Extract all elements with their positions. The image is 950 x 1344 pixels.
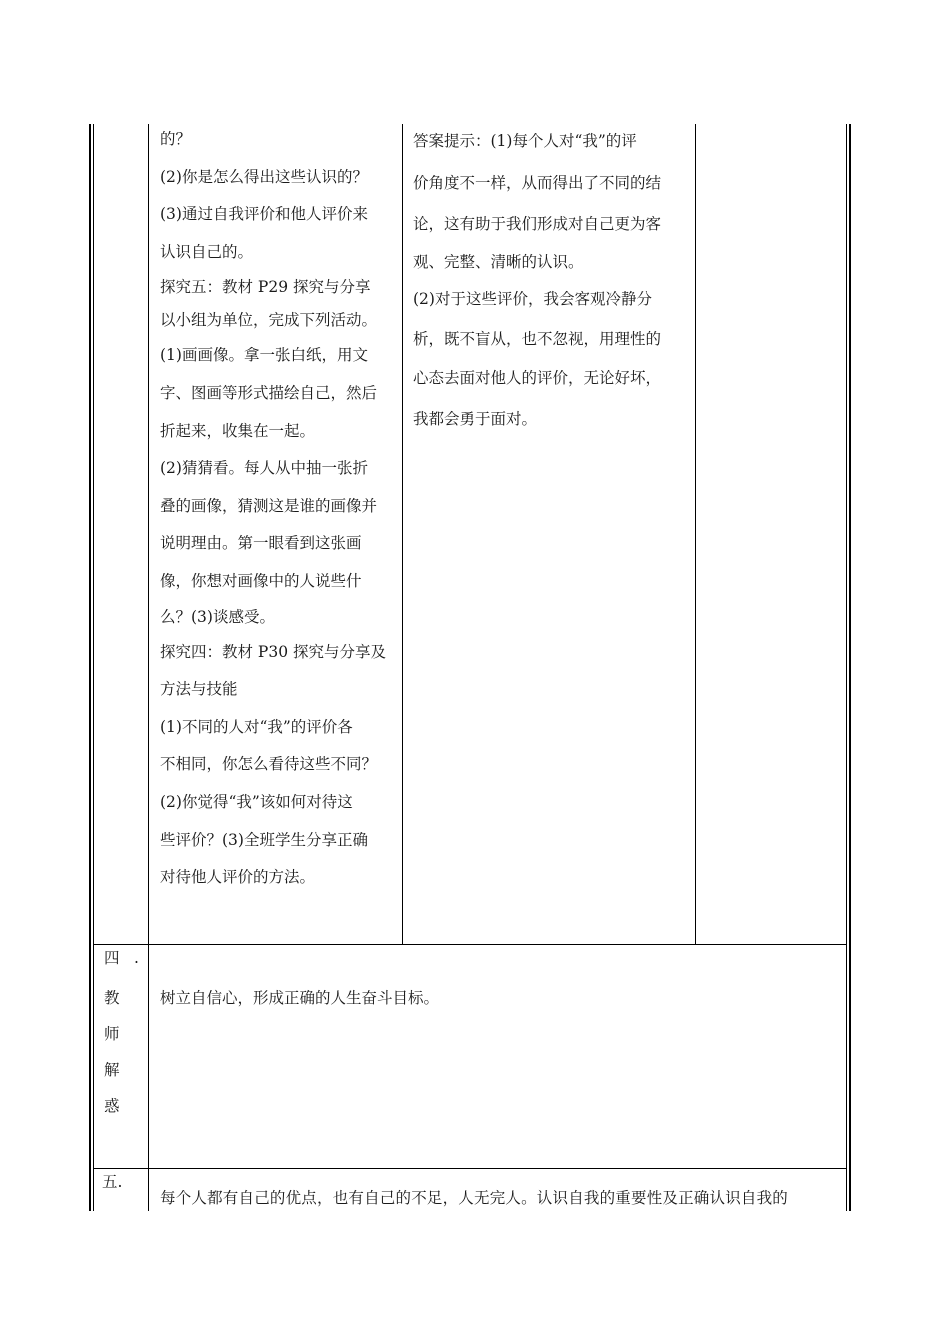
section4-content: 树立自信心，形成正确的人生奋斗目标。 [160,989,440,1007]
answer-line: 价角度不一样，从而得出了不同的结 [413,173,662,192]
section4-label-char: 惑 [104,1097,120,1115]
answer-line: (2)对于这些评价，我会客观冷静分 [413,289,652,308]
section4-label-char: 四 [104,949,120,967]
answer-line: 我都会勇于面对。 [413,409,538,428]
section4-label-char: 教 [104,989,120,1007]
answer-line: 心态去面对他人的评价，无论好坏， [413,369,662,387]
answer-line: 观、完整、清晰的认识。 [413,252,584,271]
row-divider-section4-top [93,944,847,945]
table-right-border-outer [849,124,851,1211]
column-divider-1 [148,124,149,1211]
activity-line: 探究五：教材 P29 探究与分享 [160,278,371,297]
activity-line: (2)猜猜看。每人从中抽一张折 [160,459,368,478]
row-divider-section5-top [93,1168,847,1169]
table-left-border-outer [89,124,91,1211]
section4-label-char: 师 [104,1025,120,1043]
answer-column [413,121,661,438]
activity-line: 不相同，你怎么看待这些不同？ [160,755,378,774]
activity-line: 的？ [160,130,192,148]
section4-label-char: . [134,949,139,967]
activity-line: 字、图画等形式描绘自己，然后 [160,383,378,402]
section5-label: 五. [102,1173,123,1191]
activity-line: 对待他人评价的方法。 [160,868,316,887]
activity-column [160,121,386,897]
activity-line: 认识自己的。 [160,242,254,261]
activity-line: 像，你想对画像中的人说些什 [160,571,362,590]
activity-line: 么？(3)谈感受。 [160,607,275,626]
activity-line: (2)你是怎么得出这些认识的？ [160,167,368,186]
activity-line: (1)画画像。拿一张白纸，用文 [160,346,368,365]
activity-line: (1)不同的人对“我”的评价各 [160,717,353,736]
column-divider-2 [402,124,403,945]
activity-line: 些评价？(3)全班学生分享正确 [160,830,368,849]
activity-line: 方法与技能 [160,680,238,699]
activity-line: 说明理由。第一眼看到这张画 [160,534,362,553]
activity-line: (3)通过自我评价和他人评价来 [160,205,368,224]
section5-content: 每个人都有自己的优点，也有自己的不足，人无完人。认识自我的重要性及正确认识自我的 [160,1189,789,1207]
activity-line: 折起来，收集在一起。 [160,421,316,440]
activity-line: 以小组为单位，完成下列活动。 [160,311,378,330]
answer-line: 析，既不盲从，也不忽视，用理性的 [413,330,662,348]
activity-line: 叠的画像，猜测这是谁的画像并 [160,496,378,515]
section4-label-char: 解 [104,1061,120,1079]
table-right-border-inner [846,124,847,1211]
answer-line: 论，这有助于我们形成对自己更为客 [413,215,662,233]
table-left-border-inner [93,124,94,1211]
answer-line: 答案提示：(1)每个人对“我”的评 [413,132,637,150]
activity-line: (2)你觉得“我”该如何对待这 [160,792,353,811]
column-divider-3 [695,124,696,945]
activity-line: 探究四：教材 P30 探究与分享及 [160,642,387,661]
